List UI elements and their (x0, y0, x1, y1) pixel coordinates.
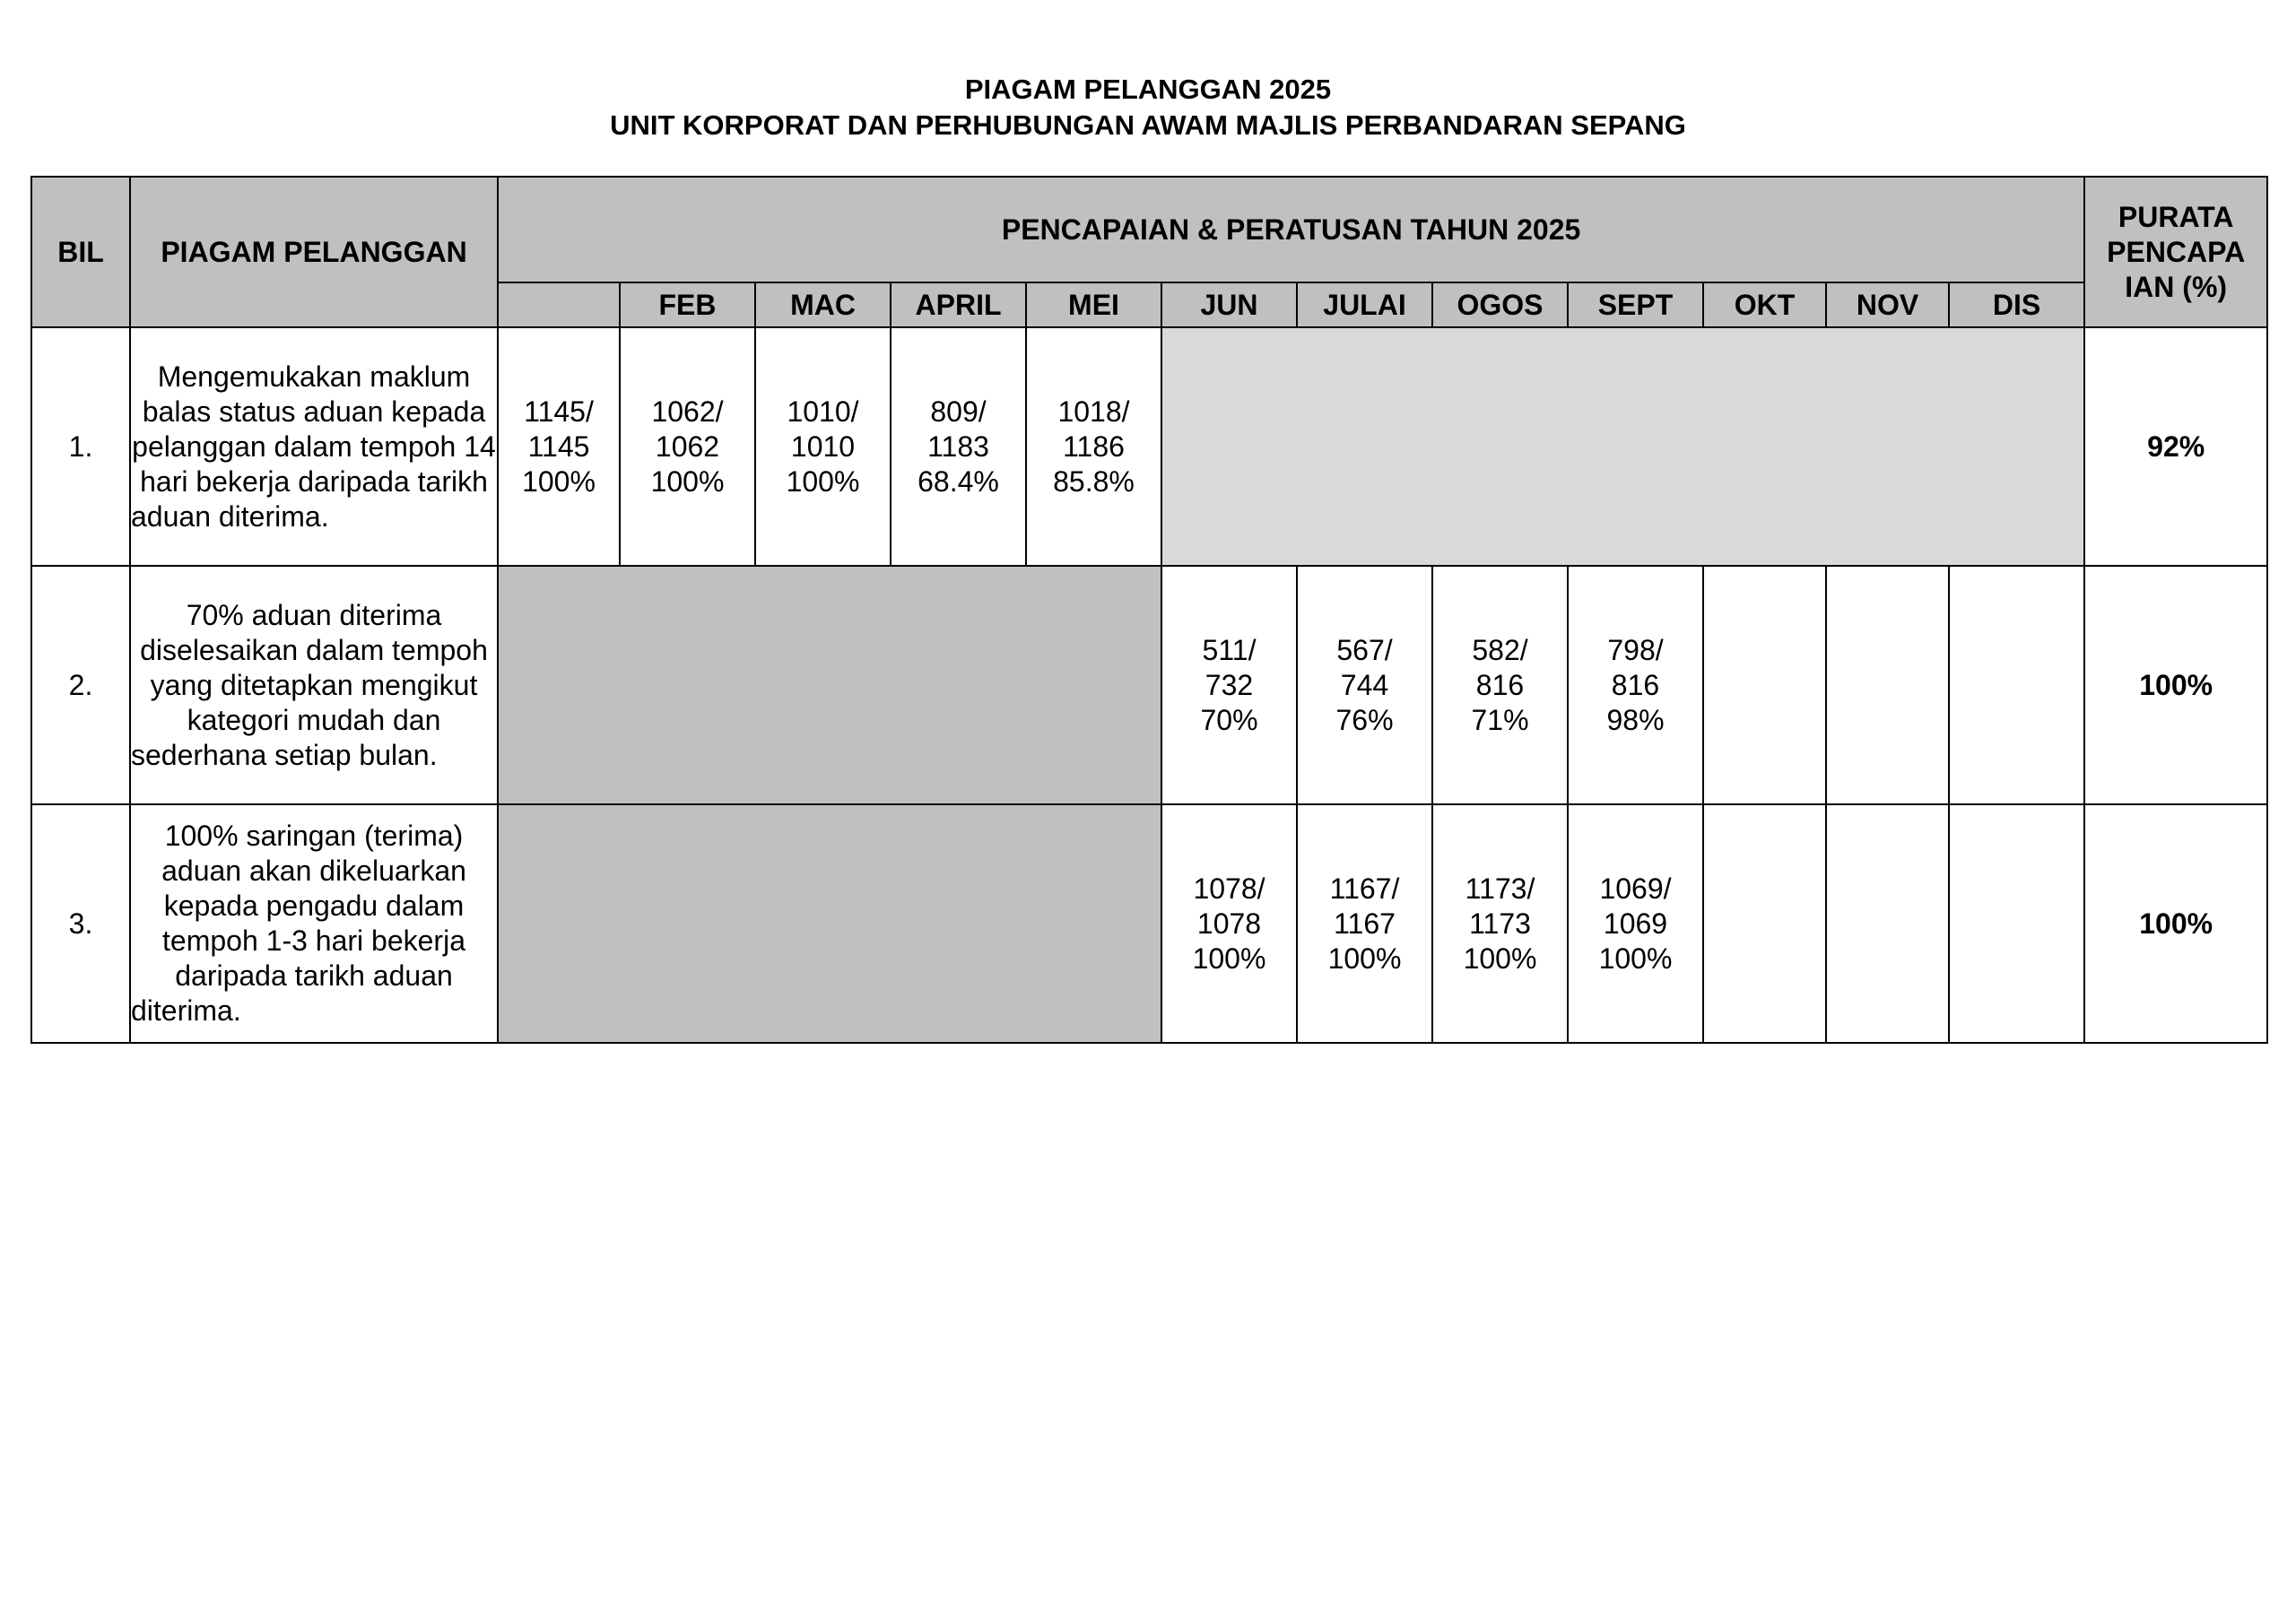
row-3-value-nov (1826, 804, 1949, 1043)
value-line: 1018/ (1057, 395, 1130, 428)
value-line: 1010/ (787, 395, 859, 428)
value-line: 70% (1200, 703, 1258, 736)
value-line: 511/ (1202, 633, 1257, 666)
value-line: 100% (522, 464, 596, 498)
row-1-description: Mengemukakan maklum balas status aduan kepada pelanggan dalam tempoh 14 hari bekerja daripada tarikh aduan diterima. (130, 327, 498, 566)
value-line: 1183 (927, 430, 989, 463)
header-purata-line-1: PURATA (2118, 200, 2234, 233)
row-2-value-dis (1949, 566, 2084, 804)
row-3-value-jun (1161, 804, 1297, 1043)
value-line: 798/ (1607, 633, 1664, 666)
value-line: 1069/ (1599, 872, 1672, 905)
row-3-average: 100% (2084, 804, 2267, 1043)
header-month-mei: MEI (1026, 282, 1161, 327)
row-1-value-mac (755, 327, 891, 566)
row-1-value-feb (620, 327, 755, 566)
header-purata-line-3: IAN (%) (2125, 270, 2228, 303)
header-bil: BIL (31, 177, 130, 327)
header-month-nov: NOV (1826, 282, 1949, 327)
row-2-average: 100% (2084, 566, 2267, 804)
value-line: 1062 (655, 430, 720, 463)
value-line: 1173/ (1465, 872, 1535, 905)
row-1-shaded-months (1161, 327, 2084, 566)
header-piagam-pelanggan: PIAGAM PELANGGAN (130, 177, 498, 327)
value-line: 100% (1192, 942, 1266, 975)
value-line: 100% (1463, 942, 1537, 975)
row-2-shaded-months (498, 566, 1161, 804)
row-2-value-ogos (1432, 566, 1568, 804)
value-line: 567/ (1336, 633, 1393, 666)
header-pencapaian: PENCAPAIAN & PERATUSAN TAHUN 2025 (498, 177, 2084, 282)
header-purata-line-2: PENCAPA (2107, 235, 2246, 268)
header-month-jan (498, 282, 620, 327)
row-2-value-jun (1161, 566, 1297, 804)
value-line: 100% (650, 464, 725, 498)
value-line: 1069 (1603, 907, 1668, 940)
value-line: 1078 (1196, 907, 1262, 940)
row-2-value-julai (1297, 566, 1432, 804)
header-month-april: APRIL (891, 282, 1026, 327)
value-line: 744 (1340, 668, 1389, 701)
title-line-2: UNIT KORPORAT DAN PERHUBUNGAN AWAM MAJLIS PERBANDARAN SEPANG (610, 109, 1686, 141)
value-line: 1173 (1469, 907, 1531, 940)
value-line: 1167 (1334, 907, 1396, 940)
header-month-feb: FEB (620, 282, 755, 327)
row-3-value-julai (1297, 804, 1432, 1043)
header-month-julai: JULAI (1297, 282, 1432, 327)
customer-charter-table (30, 176, 2268, 1044)
document-title (0, 72, 2296, 143)
row-2-value-okt (1703, 566, 1826, 804)
row-2-bil: 2. (31, 566, 130, 804)
row-2-value-sept (1568, 566, 1703, 804)
row-3-bil: 3. (31, 804, 130, 1043)
value-line: 85.8% (1053, 464, 1135, 498)
header-month-okt: OKT (1703, 282, 1826, 327)
header-month-jun: JUN (1161, 282, 1297, 327)
header-month-sept: SEPT (1568, 282, 1703, 327)
value-line: 816 (1475, 668, 1525, 701)
value-line: 1186 (1063, 430, 1125, 463)
value-line: 1145 (527, 430, 590, 463)
title-line-1: PIAGAM PELANGGAN 2025 (964, 74, 1332, 105)
row-3-value-okt (1703, 804, 1826, 1043)
value-line: 1145/ (524, 395, 594, 428)
value-line: 71% (1471, 703, 1529, 736)
row-2-description: 70% aduan diterima diselesaikan dalam tempoh yang ditetapkan mengikut kategori mudah dan sederhana setiap bulan. (130, 566, 498, 804)
header-month-dis: DIS (1949, 282, 2084, 327)
value-line: 1062/ (651, 395, 724, 428)
row-1-value-mei (1026, 327, 1161, 566)
row-3-value-dis (1949, 804, 2084, 1043)
row-1-bil: 1. (31, 327, 130, 566)
value-line: 68.4% (918, 464, 999, 498)
row-3-value-ogos (1432, 804, 1568, 1043)
table-row (31, 327, 2267, 566)
table-row (31, 804, 2267, 1043)
value-line: 1010 (790, 430, 856, 463)
header-purata-pencapaian (2084, 177, 2267, 327)
value-line: 732 (1205, 668, 1254, 701)
row-1-average: 92% (2084, 327, 2267, 566)
value-line: 100% (1327, 942, 1402, 975)
value-line: 809/ (930, 395, 987, 428)
table-row (31, 566, 2267, 804)
header-month-mac: MAC (755, 282, 891, 327)
header-month-ogos: OGOS (1432, 282, 1568, 327)
value-line: 1167/ (1329, 872, 1400, 905)
value-line: 816 (1611, 668, 1660, 701)
value-line: 582/ (1472, 633, 1528, 666)
value-line: 76% (1335, 703, 1394, 736)
row-1-value-jan (498, 327, 620, 566)
row-1-value-april (891, 327, 1026, 566)
row-2-value-nov (1826, 566, 1949, 804)
value-line: 98% (1606, 703, 1665, 736)
value-line: 100% (786, 464, 860, 498)
value-line: 1078/ (1193, 872, 1265, 905)
row-3-shaded-months (498, 804, 1161, 1043)
row-3-value-sept (1568, 804, 1703, 1043)
row-3-description: 100% saringan (terima) aduan akan dikeluarkan kepada pengadu dalam tempoh 1-3 hari bekerja daripada tarikh aduan diterima. (130, 804, 498, 1043)
value-line: 100% (1598, 942, 1673, 975)
